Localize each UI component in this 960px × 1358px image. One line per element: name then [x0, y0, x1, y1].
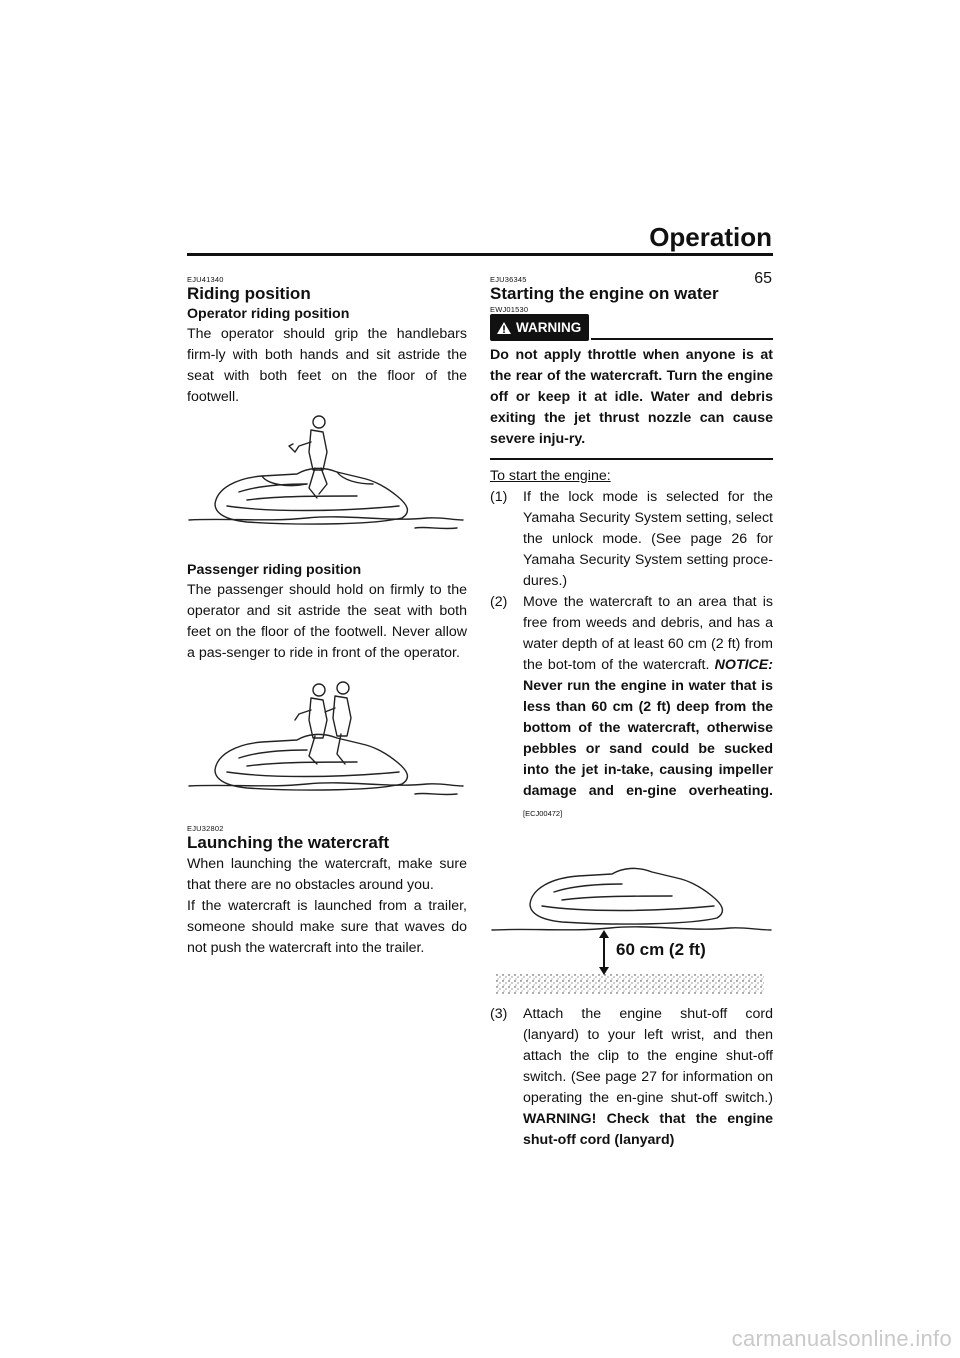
- water-depth-label: 60 cm (2 ft): [616, 940, 706, 959]
- launching-text-1: When launching the watercraft, make sure that there are no obstacles around you.: [187, 856, 467, 893]
- figure-operator-riding: [187, 408, 467, 561]
- warning-text: Do not apply throttle when anyone is at the rear of the watercraft. Turn the engine off or keep it at idle. Water and debris exiting the jet thrust nozzle can cause severe inju-ry.: [490, 347, 773, 447]
- step-3: [490, 1004, 773, 1151]
- warning-header: [490, 315, 773, 341]
- section-title-starting-engine: Starting the engine on water: [490, 284, 719, 303]
- page-number: 65: [754, 270, 772, 287]
- watermark: carmanualsonline.info: [731, 1326, 952, 1351]
- section-title-launching: Launching the watercraft: [187, 833, 390, 852]
- warning-bottom-rule: [490, 458, 773, 460]
- warning-badge: [490, 314, 589, 341]
- warning-code: EWJ01530: [490, 305, 529, 314]
- section-code: EJU32802: [187, 824, 224, 833]
- notice-reference: [ECJ00472]: [523, 809, 563, 818]
- section-code: EJU36345: [490, 275, 527, 284]
- step-number: (2): [490, 594, 508, 610]
- step-number: (3): [490, 1006, 508, 1022]
- step-warning-text: WARNING! Check that the engine shut-off cord (lanyard): [523, 1111, 773, 1148]
- step-text: If the lock mode is selected for the Yamaha Security System setting, select the unlock mode. (See page 26 for Yamaha Security System setting proce-dures.): [523, 489, 773, 589]
- step-number: (1): [490, 489, 508, 505]
- step-text: Attach the engine shut-off cord (lanyard) to your left wrist, and then attach the clip to the engine shut-off switch. (See page 27 for information on operating the en-gine shut-off switch.): [523, 1006, 773, 1106]
- warning-rule: [591, 338, 773, 340]
- step-text: Move the watercraft to an area that is free from weeds and debris, and has a water depth of at least 60 cm (2 ft) from the bot-tom of the watercraft.: [523, 594, 773, 673]
- operator-text: The operator should grip the handlebars firm-ly with both hands and sit astride the seat with both feet on the floor of the footwell.: [187, 326, 467, 405]
- figure-passenger-riding: [187, 664, 467, 824]
- warning-triangle-icon: [496, 321, 512, 335]
- page-header-title: Operation: [649, 222, 772, 252]
- passenger-text: The passenger should hold on firmly to the operator and sit astride the seat with both feet on the floor of the footwell. Never allow a pas-senger to ride in front of the operator.: [187, 582, 467, 661]
- water-depth-illustration: [490, 824, 773, 1004]
- step-2: [490, 592, 773, 824]
- figure-water-depth: [490, 824, 773, 1004]
- section-title-riding-position: Riding position: [187, 284, 311, 303]
- right-column: [490, 275, 773, 1151]
- launching-text-2: If the watercraft is launched from a trailer, someone should make sure that waves do not push the watercraft into the trailer.: [187, 898, 467, 956]
- step-body: [523, 1004, 773, 1151]
- step-1: [490, 487, 773, 592]
- subtitle-passenger: Passenger riding position: [187, 562, 362, 578]
- notice-label: NOTICE:: [714, 657, 773, 673]
- jet-ski-operator-illustration: [187, 408, 467, 561]
- step-body: [523, 592, 773, 824]
- subtitle-operator: Operator riding position: [187, 306, 350, 322]
- section-code: EJU41340: [187, 275, 224, 284]
- intro-text: To start the engine:: [490, 468, 611, 484]
- left-column: [187, 275, 467, 959]
- jet-ski-passenger-illustration: [187, 664, 467, 824]
- warning-label: WARNING: [516, 320, 582, 335]
- header-rule: [187, 253, 773, 256]
- notice-text: Never run the engine in water that is less than 60 cm (2 ft) deep from the bottom of the watercraft, otherwise pebbles or sand could be sucked into the jet in-take, causing impeller damage and en-gine overheating.: [523, 678, 773, 799]
